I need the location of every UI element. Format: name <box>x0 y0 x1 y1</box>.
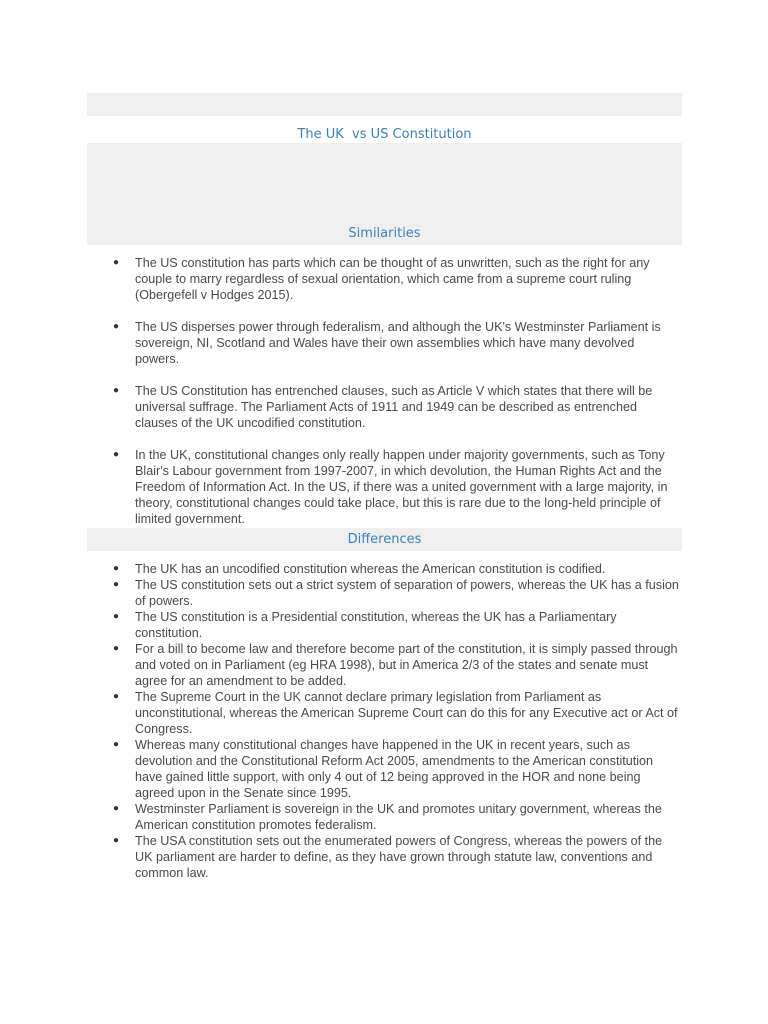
bullet-icon: ● <box>113 611 120 622</box>
list-item-text: The US Constitution has entrenched clauses, such as Article V which states that there will be universal suffrage. The Parliament Acts of 1911 and 1949 can be described as entrenched clauses of the UK uncodified constitution. <box>135 384 653 430</box>
list-item-text: The UK has an uncodified constitution whereas the American constitution is codified. <box>135 562 606 576</box>
bullet-icon: ● <box>113 579 120 590</box>
list-item-text: The USA constitution sets out the enumerated powers of Congress, whereas the powers of the UK parliament are harder to define, as they have grown through statute law, conventions and common law. <box>135 834 663 880</box>
list-item <box>111 319 681 367</box>
document-title: The UK vs US Constitution <box>297 127 472 142</box>
list-item <box>111 737 681 801</box>
bullet-icon: ● <box>113 563 120 574</box>
list-item <box>111 447 681 527</box>
list-item-text: The US constitution has parts which can be thought of as unwritten, such as the right for any couple to marry regardless of sexual orientation, which came from a supreme court ruling (Obergefell v Hodges 2015). <box>135 256 650 302</box>
list-item-text: The Supreme Court in the UK cannot declare primary legislation from Parliament as unconstitutional, whereas the American Supreme Court can do this for any Executive act or Act of Congress. <box>135 690 678 736</box>
list-item-text: In the UK, constitutional changes only really happen under majority governments, such as Tony Blair's Labour government from 1997-2007, in which devolution, the Human Rights Act and the Freedom of Information Act. In the US, if there was a united government with a large majority, in theory, constitutional changes could take place, but this is rare due to the long-held principle of limited government. <box>135 448 668 526</box>
bullet-icon: ● <box>113 643 120 654</box>
list-item-text: The US constitution sets out a strict system of separation of powers, whereas the UK has a fusion of powers. <box>135 578 679 608</box>
similarities-list <box>111 255 681 543</box>
list-item-text: The US disperses power through federalism, and although the UK's Westminster Parliament is sovereign, NI, Scotland and Wales have their own assemblies which have many devolved powers. <box>135 320 661 366</box>
bullet-icon: ● <box>113 739 120 750</box>
bullet-icon: ● <box>113 449 120 460</box>
list-item <box>111 561 681 577</box>
list-item-text: Westminster Parliament is sovereign in the UK and promotes unitary government, whereas the American constitution promotes federalism. <box>135 802 662 832</box>
differences-list <box>111 561 681 881</box>
top-band <box>87 93 682 116</box>
bullet-icon: ● <box>113 803 120 814</box>
similarities-heading: Similarities <box>348 226 421 241</box>
list-item <box>111 609 681 641</box>
differences-heading: Differences <box>347 532 422 547</box>
list-item <box>111 255 681 303</box>
list-item <box>111 641 681 689</box>
list-item-text: For a bill to become law and therefore become part of the constitution, it is simply passed through and voted on in Parliament (eg HRA 1998), but in America 2/3 of the states and senate must agree for an amendment to be added. <box>135 642 678 688</box>
bullet-icon: ● <box>113 385 120 396</box>
list-item-text: The US constitution is a Presidential constitution, whereas the UK has a Parliamentary constitution. <box>135 610 617 640</box>
list-item-text: Whereas many constitutional changes have happened in the UK in recent years, such as devolution and the Constitutional Reform Act 2005, amendments to the American constitution have gained little support, with only 4 out of 12 being approved in the HOR and none being agreed upon in the Senate since 1995. <box>135 738 654 800</box>
bullet-icon: ● <box>113 835 120 846</box>
list-item <box>111 383 681 431</box>
list-item <box>111 833 681 881</box>
list-item <box>111 577 681 609</box>
bullet-icon: ● <box>113 321 120 332</box>
bullet-icon: ● <box>113 691 120 702</box>
list-item <box>111 689 681 737</box>
list-item <box>111 801 681 833</box>
bullet-icon: ● <box>113 257 120 268</box>
